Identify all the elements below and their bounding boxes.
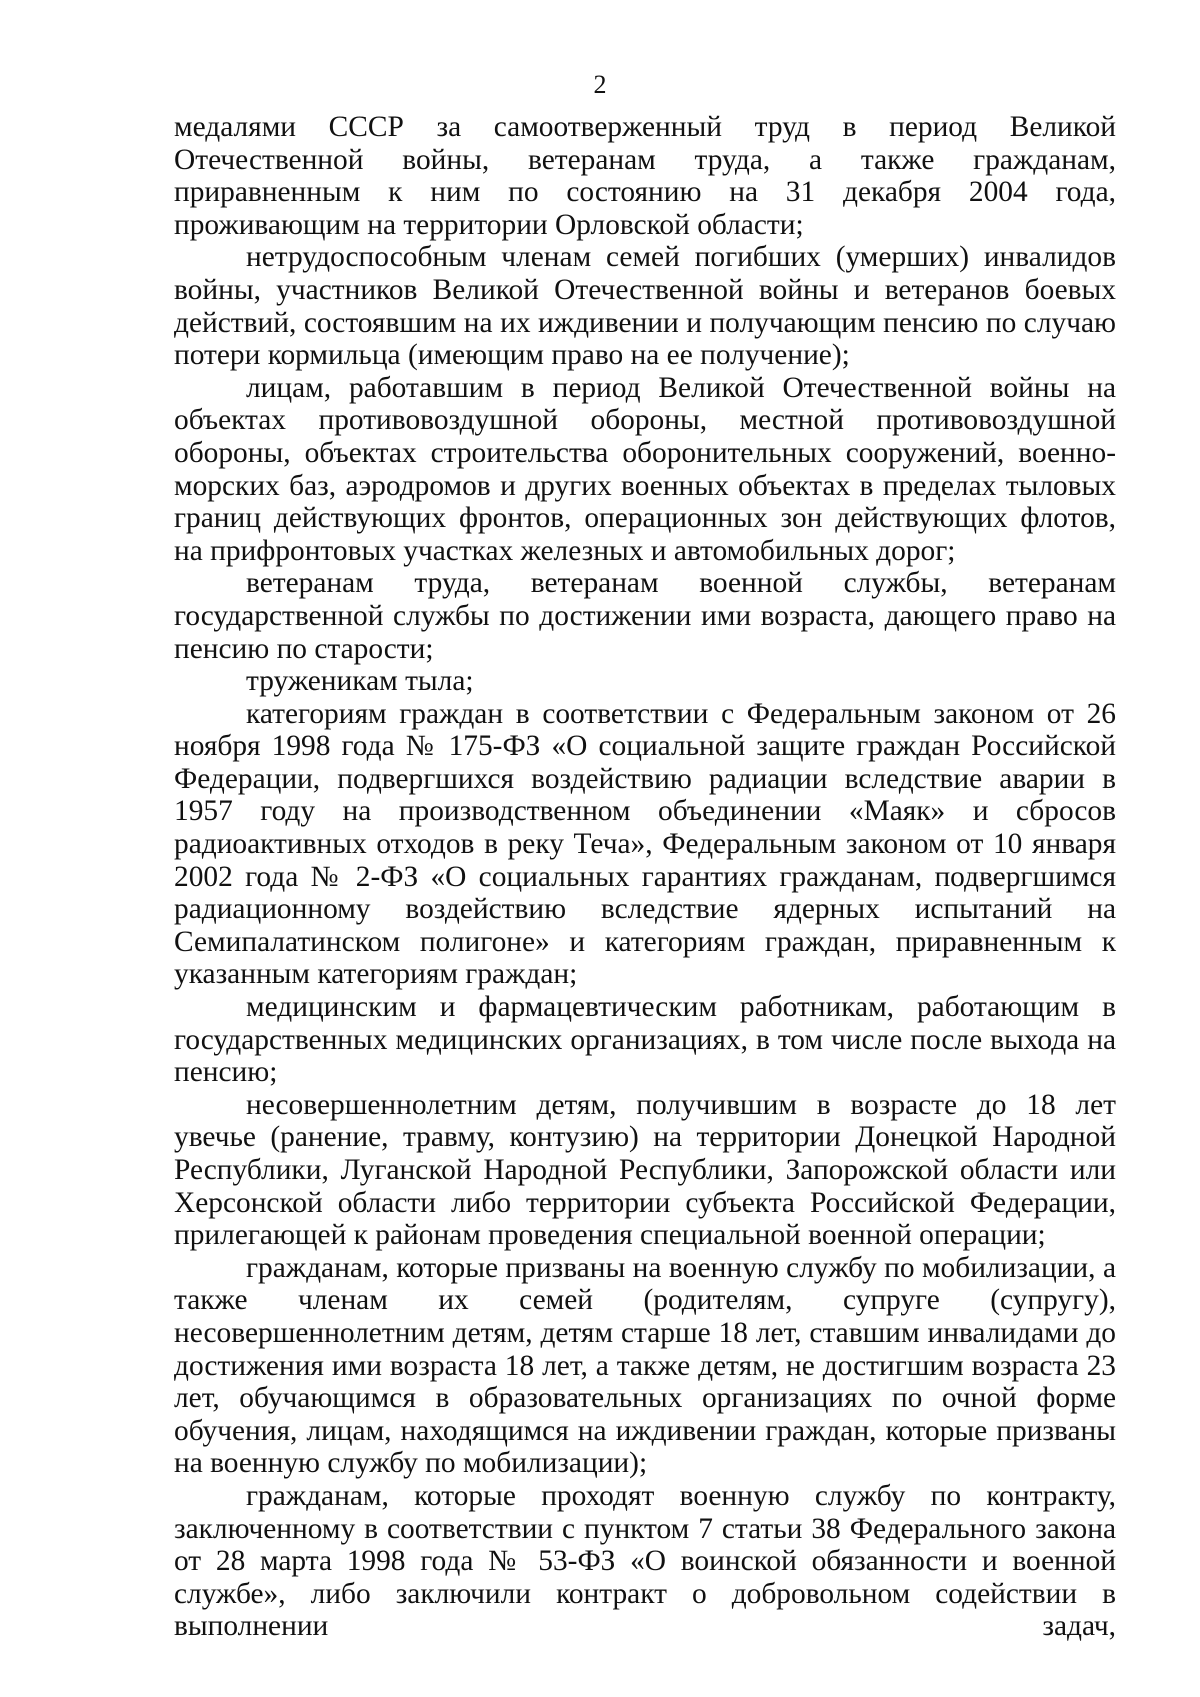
paragraph: труженикам тыла; [246, 665, 474, 698]
paragraph: гражданам, которые проходят военную службу по контракту, заключенному в соответствии с пунктом 7 статьи 38 Федерального закона от 28 марта 1998 года № 53-ФЗ «О воинской обязанности и военной службе», либо заключили контракт о добровольном содействии в выполнении задач, [174, 1479, 1116, 1643]
page-number: 2 [593, 70, 607, 99]
paragraph: гражданам, которые призваны на военную службу по мобилизации, а также членам их семей (родителям, супруге (супругу), несовершеннолетним детям, детям старше 18 лет, ставшим инвалидами до достижения ими возраста 18 лет, а также детям, не достигшим возраста 23 лет, обучающимся в образовательных организациях по очной форме обучения, лицам, находящимся на иждивении граждан, которые призваны на военную службу по мобилизации); [174, 1251, 1116, 1480]
document-body [174, 111, 1116, 1643]
paragraph: ветеранам труда, ветеранам военной службы, ветеранам государственной службы по достижении ими возраста, дающего право на пенсию по старости; [174, 567, 1116, 665]
paragraph: нетрудоспособным членам семей погибших (умерших) инвалидов войны, участников Великой Отечественной войны и ветеранов боевых действий, состоявшим на их иждивении и получающим пенсию по случаю потери кормильца (имеющим право на ее получение); [174, 241, 1116, 372]
paragraph: категориям граждан в соответствии с Федеральным законом от 26 ноября 1998 года № 175-ФЗ «О социальной защите граждан Российской Федерации, подвергшихся воздействию радиации вследствие аварии в 1957 году на производственном объединении «Маяк» и сбросов радиоактивных отходов в реку Теча», Федеральным законом от 10 января 2002 года № 2-ФЗ «О социальных гарантиях гражданам, подвергшимся радиационному воздействию вследствие ядерных испытаний на Семипалатинском полигоне» и категориям граждан, приравненным к указанным категориям граждан; [174, 697, 1116, 991]
paragraph: несовершеннолетним детям, получившим в возрасте до 18 лет увечье (ранение, травму, контузию) на территории Донецкой Народной Республики, Луганской Народной Республики, Запорожской области или Херсонской области либо территории субъекта Российской Федерации, прилегающей к районам проведения специальной военной операции; [174, 1088, 1116, 1252]
paragraph: лицам, работавшим в период Великой Отечественной войны на объектах противовоздушной обороны, местной противовоздушной обороны, объектах строительства оборонительных сооружений, военно-морских баз, аэродромов и других военных объектах в пределах тыловых границ действующих фронтов, операционных зон действующих флотов, на прифронтовых участках железных и автомобильных дорог; [174, 371, 1116, 567]
paragraph: медицинским и фармацевтическим работникам, работающим в государственных медицинских организациях, в том числе после выхода на пенсию; [174, 991, 1116, 1089]
paragraph: медалями СССР за самоотверженный труд в период Великой Отечественной войны, ветеранам труда, а также гражданам, приравненным к ним по состоянию на 31 декабря 2004 года, проживающим на территории Орловской области; [174, 111, 1116, 241]
